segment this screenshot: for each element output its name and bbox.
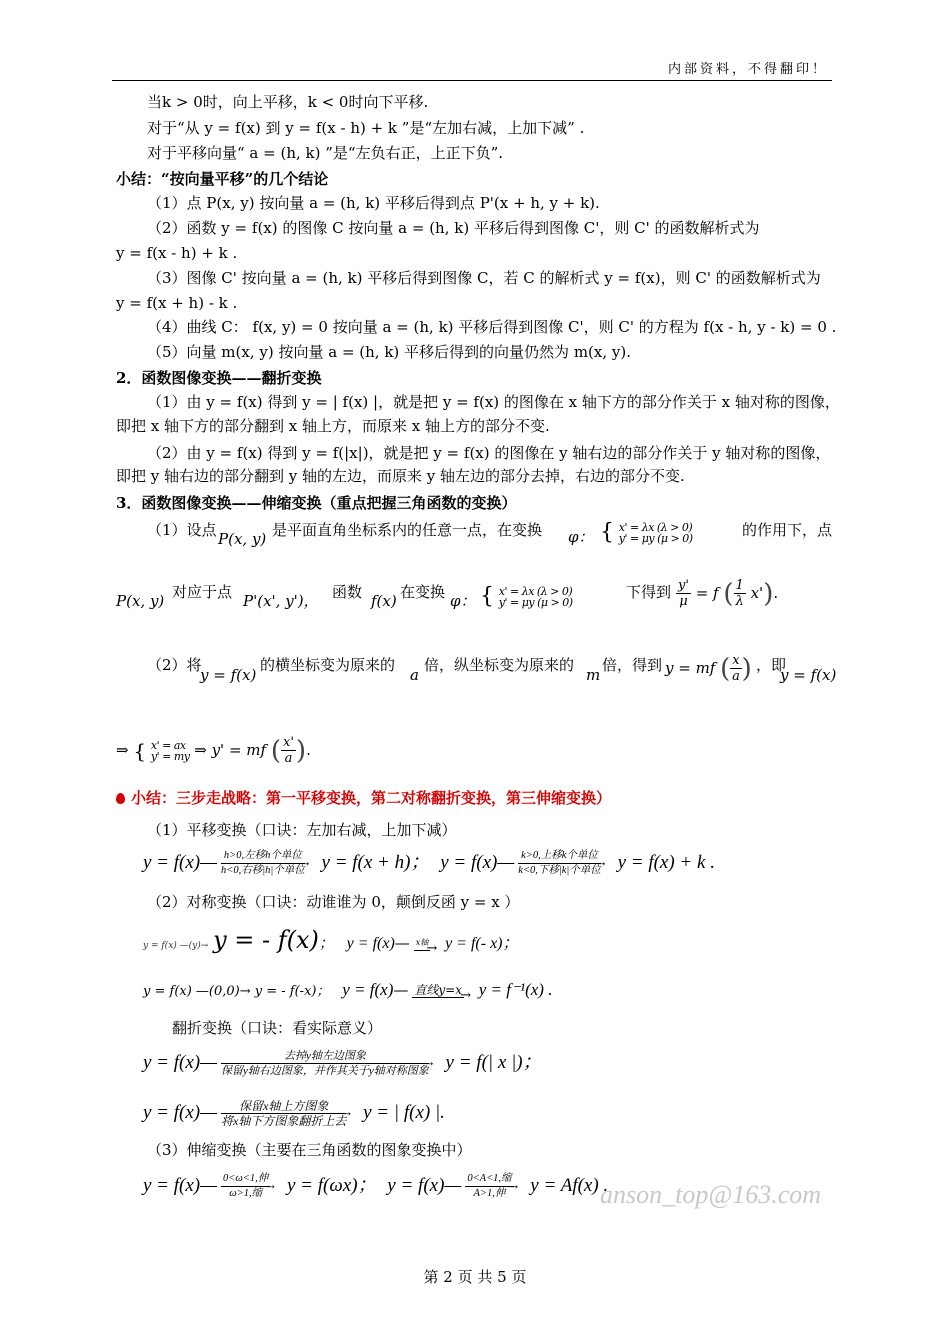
section-heading: 2．函数图像变换——翻折变换 [116,369,322,387]
text-line: 即把 y 轴右边的部分翻到 y 轴的左边，而原来 y 轴左边的部分去掉，右边的部分不变. [116,467,685,485]
text-line: y = f(x - h) + k . [116,244,238,262]
page-header [112,56,832,81]
math-phi: φ： [568,528,594,546]
equation-shift: y = f(x)— h>0,左移h个单位 h<0,右移|h|个单位 → y = f(x + h)； y = f(x)— k>0,上移k个单位 k<0,下移|k|个单位 → y = f(x) + k . [143,850,715,876]
math-a: a [410,666,419,684]
drop-icon [116,793,125,804]
header-text: 内部资料，不得翻印！ [667,62,828,77]
math-point: P'(x', y')， [243,592,319,610]
equation-derivation: ⇒ { x' = ax y' = my ⇒ y' = mf ( $\frac{x'}{a}$ ). [116,735,311,766]
text-line: （1）点 P(x, y) 按向量 a = (h, k) 平移后得到点 P'(x + h, y + k). [147,194,600,212]
arrow-label: h>0,左移h个单位 h<0,右移|h|个单位 → [221,850,312,876]
transform-brace: { x' = λx (λ > 0) y' = μy (μ > 0) [600,520,693,545]
text-line: 当k > 0时，向上平移，k < 0时向下平移. [147,93,429,111]
text-line: 下得到 [626,583,672,601]
equation-mf: y = mf ( $\frac{x}{a}$ ) [665,653,752,684]
section-heading: 3．函数图像变换——伸缩变换（重点把握三角函数的变换） [116,494,517,512]
math-phi: φ： [450,592,476,610]
text-line: （1）平移变换（口诀：左加右减，上加下减） [147,821,457,839]
text-line: （1）设点 [147,521,217,539]
text-line: （2）由 y = f(x) 得到 y = f(|x|)，就是把 y = f(x) 的图像在 y 轴右边的部分作关于 y 轴对称的图像， [147,444,831,462]
text-line: y = f(x + h) - k . [116,294,238,312]
text-line: 是平面直角坐标系内的任意一点，在变换 [272,521,543,539]
watermark: anson_top@163.com [600,1180,822,1209]
equation-symmetry: y = f(x) —(y)→ y = - f(x)； y = f(x)— x轴 → y = f(- x)； [143,926,519,956]
equation-symmetry: y = f(x) —(0,0)→ y = - f(-x)； y = f(x)— 直线y=x → y = f⁻¹(x) . [143,980,553,1003]
text-line: （2）对称变换（口诀：动谁谁为 0，颠倒反函 y = x ） [147,893,520,911]
math-m: m [586,666,601,684]
text-line: 对应于点 [172,583,233,601]
equation-fold: y = f(x)— 保留x轴上方图象 将x轴下方图象翻折上去 → y = | f(x) |. [143,1099,445,1128]
page-footer: 第 2 页 共 5 页 [423,1268,527,1286]
math-fx: y = f(x) [780,666,837,684]
text-line: 在变换 [400,583,446,601]
text-line: （2）将 [147,656,202,674]
transform-brace: { x' = λx (λ > 0) y' = μy (μ > 0) [480,584,573,609]
text-line: ，即 [756,656,787,674]
math-point: P(x, y) [218,530,267,548]
text-line: （3）图像 C' 按向量 a = (h, k) 平移后得到图像 C，若 C 的解析式 y = f(x)，则 C' 的函数解析式为 [147,269,821,287]
text-line: 翻折变换（口诀：看实际意义） [172,1019,383,1037]
arrow-label: k>0,上移k个单位 k<0,下移|k|个单位 → [518,850,608,876]
equation-scaled: $\frac{y'}{\mu}$ = f ( $\frac{1}{\lambda}$ x'). [678,578,779,609]
math-fx: y = f(x) [200,666,257,684]
text-line: 对于“从 y = f(x) 到 y = f(x - h) + k ”是“左加右减，上加下减” . [147,119,585,137]
math-fx: f(x) [371,592,397,610]
equation-scale: y = f(x)— 0<ω<1,伸 ω>1,缩 → y = f(ωx)； y = f(x)— 0<A<1,缩 A>1,伸 → y = Af(x) . [143,1173,609,1199]
text-line: （4）曲线 C： f(x, y) = 0 按向量 a = (h, k) 平移后得到图像 C'，则 C' 的方程为 f(x - h, y - k) = 0 . [147,318,837,336]
text-line: （2）函数 y = f(x) 的图像 C 按向量 a = (h, k) 平移后得到图像 C'，则 C' 的函数解析式为 [147,219,760,237]
text-line: 倍，纵坐标变为原来的 [424,656,575,674]
text-line: （1）由 y = f(x) 得到 y = | f(x) |，就是把 y = f(x) 的图像在 x 轴下方的部分作关于 x 轴对称的图像， [147,393,840,411]
text-line: 的作用下，点 [742,521,833,539]
text-line: 的横坐标变为原来的 [260,656,396,674]
section-summary-title: 小结：“按向量平移”的几个结论 [116,170,329,188]
text-line: （3）伸缩变换（主要在三角函数的图象变换中） [147,1141,472,1159]
text-line: 对于平移向量“ a = (h, k) ”是“左负右正，上正下负”. [147,144,504,162]
text-line: 函数 [332,583,363,601]
equation-fold: y = f(x)— 去掉y轴左边图象 保留y轴右边图象，并作其关于y轴对称图象 → y = f(| x |)； [143,1050,542,1077]
math-point: P(x, y) [116,592,165,610]
summary-heading: 小结：三步走战略：第一平移变换，第二对称翻折变换，第三伸缩变换） [116,788,611,808]
text-line: 即把 x 轴下方的部分翻到 x 轴上方，而原来 x 轴上方的部分不变. [116,417,550,435]
text-line: 倍，得到 [602,656,663,674]
text-line: （5）向量 m(x, y) 按向量 a = (h, k) 平移后得到的向量仍然为 m(x, y). [147,343,631,361]
